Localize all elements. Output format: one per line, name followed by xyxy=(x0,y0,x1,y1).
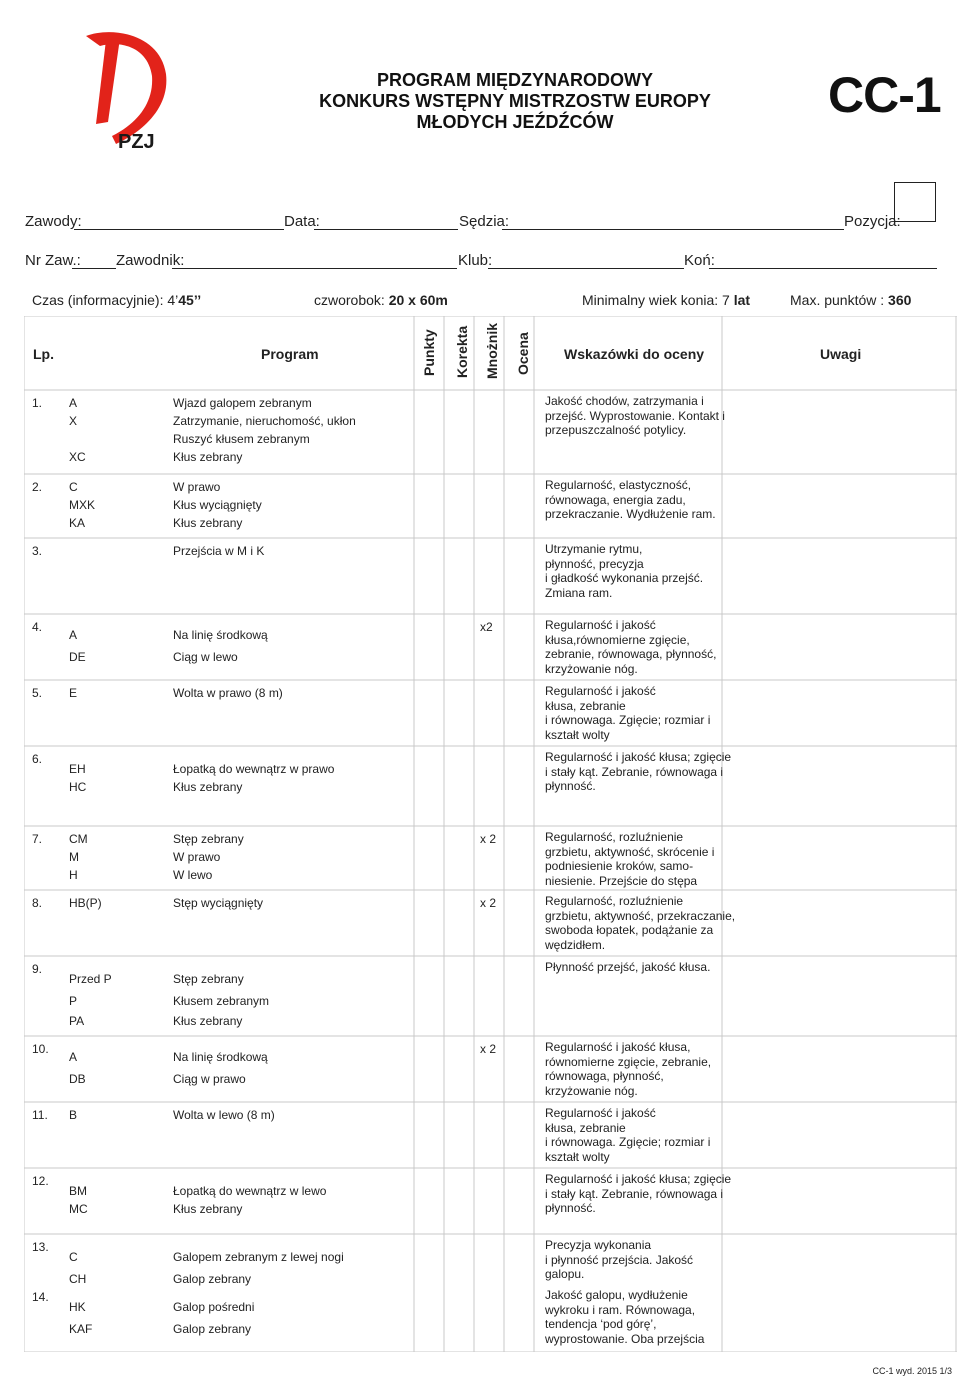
movement-number: 9. xyxy=(32,962,43,976)
movement-number: 1. xyxy=(32,396,43,410)
guidance-line: przepuszczalność potylicy. xyxy=(545,423,687,437)
movement-line: W lewo xyxy=(173,868,213,882)
guidance-line: Jakość galopu, wydłużenie xyxy=(545,1288,688,1302)
guidance-line: wykroku i ram. Równowaga, xyxy=(545,1302,696,1317)
movement-description xyxy=(173,894,263,912)
arena-letter: DE xyxy=(69,650,86,664)
guidance-line: Regularność, rozluźnienie xyxy=(545,830,684,844)
arena-letter: E xyxy=(69,686,78,700)
header-korekta: Korekta xyxy=(454,325,470,378)
movement-line: Kłus zebrany xyxy=(173,1202,243,1216)
movement-description xyxy=(173,684,283,702)
guidance-line: Zmiana ram. xyxy=(545,585,613,600)
header-uwagi: Uwagi xyxy=(820,346,862,362)
guidance-line: płynność. xyxy=(545,779,596,793)
movement-number: 4. xyxy=(32,620,43,634)
guidance-line: kształt wolty xyxy=(545,1149,610,1164)
arena-letter: DB xyxy=(69,1072,86,1086)
guidance-line: Płynność przejść, jakość kłusa. xyxy=(545,960,711,974)
arena-letters xyxy=(69,894,102,912)
guidance-line: swoboda łopatek, podążanie za xyxy=(545,923,714,937)
zawodnik-field[interactable] xyxy=(172,268,457,269)
arena-letter: KAF xyxy=(69,1322,93,1336)
judging-guidance xyxy=(545,684,710,742)
header-lp: Lp. xyxy=(33,346,54,362)
guidance-line: krzyżowanie nóg. xyxy=(545,661,638,676)
guidance-line: grzbietu, aktywność, skrócenie i xyxy=(545,844,715,859)
movement-line: Wolta w prawo (8 m) xyxy=(173,686,283,700)
guidance-line: Utrzymanie rytmu, xyxy=(545,542,643,556)
arena-letter: X xyxy=(69,414,78,428)
movement-line: Kłus zebrany xyxy=(173,450,243,464)
movement-line: Galop pośredni xyxy=(173,1300,255,1314)
arena-letters xyxy=(69,394,86,466)
arena-letter: MC xyxy=(69,1202,88,1216)
guidance-line: Regularność, rozluźnienie xyxy=(545,894,684,908)
header-program: Program xyxy=(261,346,319,362)
judging-guidance xyxy=(545,478,716,522)
coefficient: x 2 xyxy=(480,896,497,910)
header-wskazowki: Wskazówki do oceny xyxy=(564,346,705,362)
guidance-line: zebranie, równowaga, płynność, xyxy=(545,647,717,661)
arena-letters xyxy=(69,684,77,702)
guidance-line: przejść. Wyprostowanie. Kontakt i xyxy=(545,408,725,423)
movement-line: Kłus zebrany xyxy=(173,516,243,530)
movement-line: Stęp zebrany xyxy=(173,972,244,986)
header-ocena: Ocena xyxy=(515,332,531,375)
movement-description xyxy=(173,478,262,532)
guidance-line: Regularność i jakość xyxy=(545,618,656,632)
guidance-line: kłusa, zebranie xyxy=(545,1120,626,1135)
movement-line: Stęp wyciągnięty xyxy=(173,896,264,910)
arena-letter: HK xyxy=(69,1300,86,1314)
guidance-line: niesienie. Przejście do stępa xyxy=(545,873,698,888)
judging-guidance xyxy=(545,750,731,794)
arena-letter: A xyxy=(69,396,78,410)
coefficient: x 2 xyxy=(480,1042,497,1056)
movement-line: Na linię środkową xyxy=(173,628,268,642)
zawodnik-label: Zawodnik: xyxy=(116,252,185,269)
movement-number: 12. xyxy=(32,1174,49,1188)
arena-letter: XC xyxy=(69,450,86,464)
guidance-line: kształt wolty xyxy=(545,727,610,742)
guidance-line: kłusa,równomierne zgięcie, xyxy=(545,632,690,647)
nr-zaw-field[interactable] xyxy=(72,268,116,269)
movement-number: 11. xyxy=(32,1108,48,1122)
movement-line: W prawo xyxy=(173,480,221,494)
movement-number: 7. xyxy=(32,832,43,846)
arena-letter: MXK xyxy=(69,498,96,512)
arena-letter: HC xyxy=(69,780,87,794)
movement-number: 6. xyxy=(32,752,43,766)
arena-letter: EH xyxy=(69,762,86,776)
page-footer: CC-1 wyd. 2015 1/3 xyxy=(872,1366,952,1376)
header-punkty: Punkty xyxy=(421,329,437,376)
guidance-line: i gładkość wykonania przejść. xyxy=(545,571,704,585)
guidance-line: Jakość chodów, zatrzymania i xyxy=(545,394,704,408)
nr-zaw-label: Nr Zaw.: xyxy=(25,252,81,269)
movement-number: 5. xyxy=(32,686,43,700)
arena-letter: B xyxy=(69,1108,78,1122)
arena-letter: CM xyxy=(69,832,88,846)
movement-line: Przejścia w M i K xyxy=(173,544,265,558)
movement-line: Ciąg w prawo xyxy=(173,1072,246,1086)
judging-guidance xyxy=(545,1040,711,1098)
movement-line: Kłus zebrany xyxy=(173,1014,243,1028)
judging-guidance xyxy=(545,830,714,888)
arena-letter: HB(P) xyxy=(69,896,102,910)
guidance-line: płynność, precyzja xyxy=(545,556,644,571)
data-label: Data: xyxy=(284,213,320,230)
movement-line: Kłus zebrany xyxy=(173,780,243,794)
movement-line: Ciąg w lewo xyxy=(173,650,238,664)
judging-guidance xyxy=(545,394,725,438)
guidance-line: tendencja ‘pod górę’, xyxy=(545,1317,657,1331)
guidance-line: przekraczanie. Wydłużenie ram. xyxy=(545,507,716,521)
guidance-line: płynność. xyxy=(545,1201,596,1215)
judging-guidance xyxy=(545,960,710,975)
arena-letters xyxy=(69,830,88,884)
movement-line: Zatrzymanie, nieruchomość, ukłon xyxy=(173,414,356,428)
arena-letter: H xyxy=(69,868,78,882)
arena-letter: P xyxy=(69,994,78,1008)
judging-guidance xyxy=(545,618,716,676)
pzj-logo xyxy=(82,26,174,150)
pozycja-label: Pozycja: xyxy=(844,213,901,230)
arena-letter: KA xyxy=(69,516,86,530)
movement-line: Kłus wyciągnięty xyxy=(173,498,262,512)
judging-guidance xyxy=(545,1238,693,1282)
movement-line: Ruszyć kłusem zebranym xyxy=(173,432,310,446)
guidance-line: i równowaga. Zgięcie; rozmiar i xyxy=(545,1135,711,1149)
movement-description xyxy=(173,1106,275,1124)
title-line-1: PROGRAM MIĘDZYNARODOWY xyxy=(377,70,653,90)
movement-line: Wjazd galopem zebranym xyxy=(173,396,312,410)
movement-number: 10. xyxy=(32,1042,49,1056)
movement-line: Galop zebrany xyxy=(173,1322,252,1336)
guidance-line: i stały kąt. Zebranie, równowaga i xyxy=(545,764,724,779)
movement-line: Galop zebrany xyxy=(173,1272,252,1286)
guidance-line: Regularność i jakość kłusa, xyxy=(545,1040,691,1054)
movement-line: Stęp zebrany xyxy=(173,832,244,846)
klub-label: Klub: xyxy=(458,252,493,269)
czas-info: Czas (informacyjnie): 4’45’’ xyxy=(32,292,202,308)
guidance-line: Regularność i jakość xyxy=(545,1106,656,1120)
guidance-line: i stały kąt. Zebranie, równowaga i xyxy=(545,1186,724,1201)
movement-number: 2. xyxy=(32,480,43,494)
judging-guidance xyxy=(545,894,735,952)
title-line-3: MŁODYCH JEŹDŹCÓW xyxy=(416,112,614,132)
pozycja-box[interactable] xyxy=(894,182,936,222)
sedzia-label: Sędzia: xyxy=(459,213,510,230)
movement-number: 13. xyxy=(32,1240,49,1254)
movement-number: 3. xyxy=(32,544,43,558)
movement-line: Kłusem zebranym xyxy=(173,994,270,1008)
movement-description xyxy=(173,542,264,560)
guidance-line: Regularność i jakość kłusa; zgięcie xyxy=(545,1172,732,1186)
coefficient: x2 xyxy=(480,620,493,634)
movement-number: 14. xyxy=(32,1290,49,1304)
movement-line: Łopatką do wewnątrz w lewo xyxy=(173,1184,327,1198)
arena-letter: M xyxy=(69,850,79,864)
guidance-line: Regularność i jakość kłusa; zgięcie xyxy=(545,750,732,764)
guidance-line: Regularność i jakość xyxy=(545,684,656,698)
movement-description xyxy=(173,830,244,884)
arena-letter xyxy=(69,430,86,448)
arena-letter: A xyxy=(69,1050,78,1064)
movement-line: Na linię środkową xyxy=(173,1050,268,1064)
arena-letters xyxy=(69,478,95,532)
arena-letter: BM xyxy=(69,1184,87,1198)
guidance-line: wędzidłem. xyxy=(545,937,606,952)
movement-description xyxy=(173,394,356,466)
guidance-line: i płynność przejścia. Jakość xyxy=(545,1252,694,1267)
logo-text: PZJ xyxy=(118,131,155,150)
klub-field[interactable] xyxy=(488,268,684,269)
document-title xyxy=(300,70,730,133)
czworobok-info: czworobok: 20 x 60m xyxy=(314,292,448,308)
test-code: CC-1 xyxy=(828,67,941,123)
arena-letter: C xyxy=(69,1250,78,1264)
coefficient: x 2 xyxy=(480,832,497,846)
arena-letter: C xyxy=(69,480,78,494)
kon-label: Koń: xyxy=(684,252,715,269)
guidance-line: grzbietu, aktywność, przekraczanie, xyxy=(545,908,736,923)
sedzia-field[interactable] xyxy=(502,229,844,230)
guidance-line: Precyzja wykonania xyxy=(545,1238,652,1252)
guidance-line: równomierne zgięcie, zebranie, xyxy=(545,1054,712,1069)
guidance-line: krzyżowanie nóg. xyxy=(545,1083,638,1098)
wiek-info: Minimalny wiek konia: 7 lat xyxy=(582,292,751,308)
judging-guidance xyxy=(545,1172,731,1216)
judging-guidance xyxy=(545,542,703,600)
zawody-label: Zawody: xyxy=(25,213,82,230)
arena-letter: PA xyxy=(69,1014,85,1028)
movement-line: Łopatką do wewnątrz w prawo xyxy=(173,762,335,776)
arena-letter: Przed P xyxy=(69,972,112,986)
guidance-line: i równowaga. Zgięcie; rozmiar i xyxy=(545,713,711,727)
zawody-field[interactable] xyxy=(74,229,284,230)
guidance-line: galopu. xyxy=(545,1267,585,1281)
guidance-line: kłusa, zebranie xyxy=(545,698,626,713)
guidance-line: równowaga, energia zadu, xyxy=(545,492,686,507)
guidance-line: wyprostowanie. Oba przejścia xyxy=(545,1331,705,1346)
guidance-line: Regularność, elastyczność, xyxy=(545,478,692,492)
guidance-line: podniesienie kroków, samo- xyxy=(545,859,694,873)
movement-line: W prawo xyxy=(173,850,221,864)
judging-guidance xyxy=(545,1288,704,1346)
kon-field[interactable] xyxy=(709,268,937,269)
max-points-info: Max. punktów : 360 xyxy=(790,292,912,308)
movement-line: Galopem zebranym z lewej nogi xyxy=(173,1250,344,1264)
guidance-line: równowaga, płynność, xyxy=(545,1069,664,1083)
movement-number: 8. xyxy=(32,896,43,910)
arena-letter: CH xyxy=(69,1272,87,1286)
arena-letter: A xyxy=(69,628,78,642)
movement-line: Wolta w lewo (8 m) xyxy=(173,1108,275,1122)
header-mnoznik: Mnożnik xyxy=(484,323,500,379)
arena-letters xyxy=(69,1106,77,1124)
data-field[interactable] xyxy=(314,229,458,230)
title-line-2: KONKURS WSTĘPNY MISTRZOSTW EUROPY xyxy=(319,91,711,111)
judging-guidance xyxy=(545,1106,710,1164)
